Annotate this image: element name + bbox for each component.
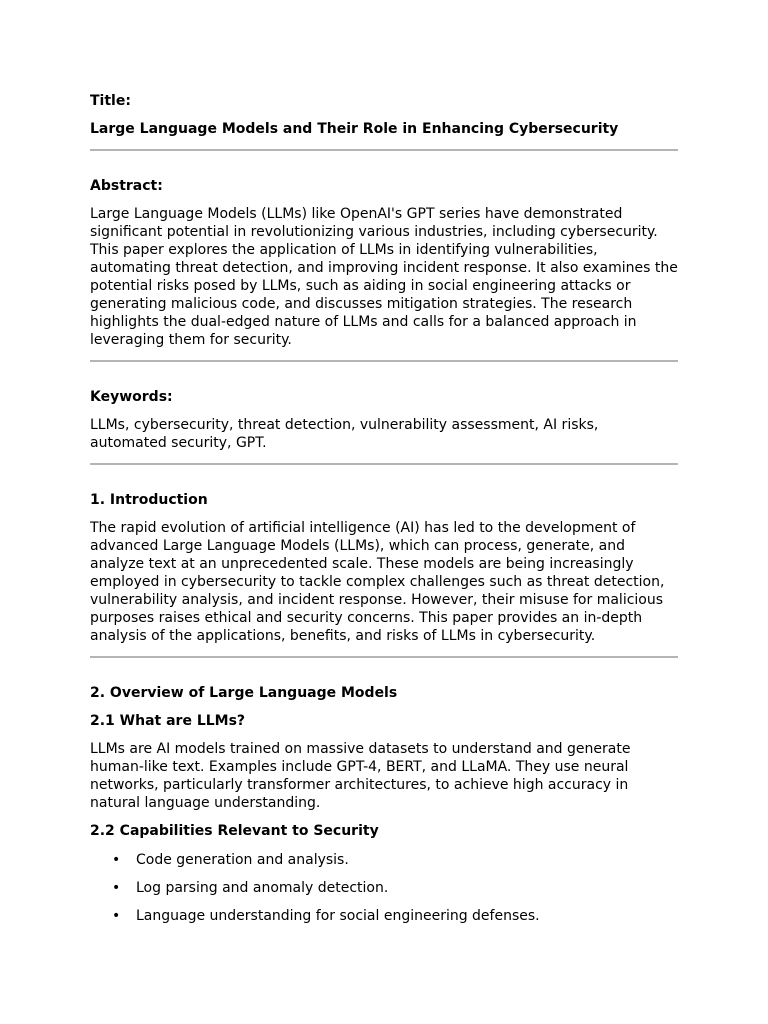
divider-introduction	[90, 656, 678, 658]
keywords-heading: Keywords:	[90, 389, 173, 405]
divider-title	[90, 149, 678, 151]
capabilities-heading: 2.2 Capabilities Relevant to Security	[90, 823, 379, 839]
divider-abstract	[90, 360, 678, 362]
list-item	[90, 851, 678, 869]
capabilities-list	[90, 851, 678, 925]
list-item-text: Log parsing and anomaly detection.	[136, 880, 389, 896]
list-item	[90, 879, 678, 897]
bullet-icon: •	[112, 880, 121, 896]
overview-heading: 2. Overview of Large Language Models	[90, 685, 398, 701]
what-are-llms-text: LLMs are AI models trained on massive datasets to understand and generate human-like text. Examples include GPT-4, BERT, and LLaMA. They use neural networks, particularly transformer architectures, to achieve high accuracy in natural language understanding.	[90, 741, 631, 811]
paper-title: Large Language Models and Their Role in Enhancing Cybersecurity	[90, 121, 619, 137]
list-item-text: Language understanding for social engineering defenses.	[136, 908, 540, 924]
divider-keywords	[90, 463, 678, 465]
introduction-heading: 1. Introduction	[90, 492, 208, 508]
abstract-text: Large Language Models (LLMs) like OpenAI's GPT series have demonstrated significant potential in revolutionizing various industries, including cybersecurity. This paper explores the application of LLMs in identifying vulnerabilities, automating threat detection, and improving incident response. It also examines the potential risks posed by LLMs, such as aiding in social engineering attacks or generating malicious code, and discusses mitigation strategies. The research highlights the dual-edged nature of LLMs and calls for a balanced approach in leveraging them for security.	[90, 206, 678, 348]
bullet-icon: •	[112, 852, 121, 868]
keywords-text: LLMs, cybersecurity, threat detection, vulnerability assessment, AI risks, automated security, GPT.	[90, 417, 599, 451]
what-are-llms-heading: 2.1 What are LLMs?	[90, 713, 246, 729]
introduction-text: The rapid evolution of artificial intelligence (AI) has led to the development of advanced Large Language Models (LLMs), which can process, generate, and analyze text at an unprecedented scale. These models are being increasingly employed in cybersecurity to tackle complex challenges such as threat detection, vulnerability analysis, and incident response. However, their misuse for malicious purposes raises ethical and security concerns. This paper provides an in-depth analysis of the applications, benefits, and risks of LLMs in cybersecurity.	[90, 520, 665, 644]
list-item	[90, 907, 678, 925]
abstract-heading: Abstract:	[90, 178, 163, 194]
title-label: Title:	[90, 93, 131, 109]
list-item-text: Code generation and analysis.	[136, 852, 349, 868]
bullet-icon: •	[112, 908, 121, 924]
